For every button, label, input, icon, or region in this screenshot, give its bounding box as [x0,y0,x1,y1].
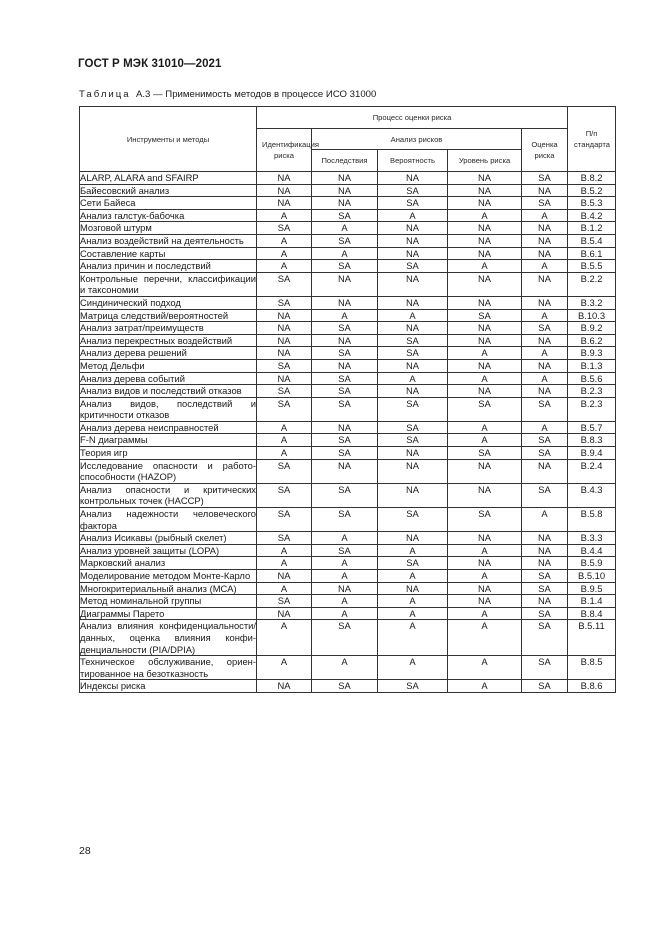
evaluation-value: SA [522,172,568,185]
table-row [80,582,616,595]
consequences-value: A [312,532,378,545]
header-identification: Идентификация риска [257,129,312,172]
clause-ref: B.9.3 [568,347,616,360]
probability-value: NA [378,234,448,247]
method-name: Анализ дерева решений [80,347,257,360]
table-row [80,544,616,557]
table-row [80,397,616,421]
probability-value: NA [378,385,448,398]
probability-value: A [378,570,448,583]
risk-level-value: NA [448,595,522,608]
table-row [80,172,616,185]
consequences-value: NA [312,359,378,372]
evaluation-value: SA [522,447,568,460]
identification-value: NA [257,607,312,620]
probability-value: A [378,309,448,322]
evaluation-value: SA [522,607,568,620]
risk-level-value: NA [448,172,522,185]
page-number: 28 [79,845,91,857]
method-name: Составление карты [80,247,257,260]
consequences-value: NA [312,197,378,210]
probability-value: NA [378,459,448,483]
table-row [80,334,616,347]
method-name: Анализ уровней защиты (LOPA) [80,544,257,557]
method-name: Анализ надежности человеческого фактора [80,508,256,531]
evaluation-value: SA [522,680,568,693]
probability-value: NA [378,483,448,507]
identification-value: NA [257,570,312,583]
header-risk-analysis: Анализ рисков [312,129,522,150]
table-row [80,222,616,235]
risk-level-value: NA [448,272,522,296]
consequences-value: SA [312,680,378,693]
evaluation-value: NA [522,234,568,247]
risk-level-value: SA [448,447,522,460]
identification-value: SA [257,397,312,421]
consequences-value: A [312,607,378,620]
clause-ref: B.5.7 [568,421,616,434]
caption-text: А.3 — Применимость методов в процессе ИСО 31000 [135,89,377,100]
consequences-value: A [312,247,378,260]
evaluation-value: NA [522,184,568,197]
risk-level-value: NA [448,557,522,570]
method-name: Анализ влияния конфиденциальности/данных, оценка влияния конфиденциальности (PIA/DPIA) [80,620,256,655]
probability-value: SA [378,397,448,421]
identification-value: SA [257,483,312,507]
consequences-value: NA [312,582,378,595]
probability-value: SA [378,184,448,197]
probability-value: NA [378,447,448,460]
method-name: Анализ Исикавы (рыбный скелет) [80,532,257,545]
evaluation-value: NA [522,334,568,347]
identification-value: NA [257,184,312,197]
risk-level-value: A [448,372,522,385]
table-row [80,385,616,398]
clause-ref: B.4.3 [568,483,616,507]
method-name: F-N диаграммы [80,434,257,447]
table-body [80,172,616,693]
risk-level-value: NA [448,359,522,372]
evaluation-value: SA [522,483,568,507]
table-row [80,459,616,483]
identification-value: SA [257,359,312,372]
table-row [80,184,616,197]
clause-ref: B.9.5 [568,582,616,595]
clause-ref: B.9.2 [568,322,616,335]
risk-level-value: A [448,680,522,693]
identification-value: SA [257,532,312,545]
identification-value: A [257,421,312,434]
risk-level-value: A [448,347,522,360]
probability-value: SA [378,421,448,434]
consequences-value: SA [312,508,378,532]
header-risk-assessment-process: Процесс оценки риска [257,107,568,129]
consequences-value: SA [312,483,378,507]
consequences-value: SA [312,434,378,447]
method-name: Матрица следствий/вероятностей [80,309,257,322]
header-consequences: Последствия [312,150,378,172]
clause-ref: B.5.3 [568,197,616,210]
consequences-value: SA [312,209,378,222]
risk-level-value: NA [448,334,522,347]
clause-ref: B.8.2 [568,172,616,185]
method-name: Анализ перекрестных воздействий [80,334,257,347]
probability-value: A [378,544,448,557]
identification-value: SA [257,222,312,235]
method-name: Байесовский анализ [80,184,257,197]
table-row [80,607,616,620]
risk-level-value: NA [448,234,522,247]
identification-value: SA [257,296,312,309]
table-row [80,234,616,247]
identification-value: A [257,247,312,260]
consequences-value: NA [312,334,378,347]
method-name: Анализ опасности и критических контрольных точек (HACCP) [80,483,256,507]
consequences-value: A [312,309,378,322]
clause-ref: B.10.3 [568,309,616,322]
identification-value: NA [257,322,312,335]
evaluation-value: SA [522,197,568,210]
evaluation-value: SA [522,656,568,680]
identification-value: A [257,656,312,680]
clause-ref: B.2.4 [568,459,616,483]
evaluation-value: SA [522,620,568,656]
table-row [80,296,616,309]
risk-level-value: A [448,421,522,434]
clause-ref: B.3.3 [568,532,616,545]
consequences-value: SA [312,234,378,247]
table-row [80,508,616,532]
risk-level-value: NA [448,296,522,309]
probability-value: SA [378,197,448,210]
evaluation-value: NA [522,296,568,309]
identification-value: NA [257,197,312,210]
clause-ref: B.5.4 [568,234,616,247]
identification-value: A [257,544,312,557]
consequences-value: SA [312,385,378,398]
method-name: Синдинический подход [80,296,257,309]
probability-value: NA [378,582,448,595]
clause-ref: B.6.1 [568,247,616,260]
consequences-value: A [312,656,378,680]
method-name: Метод Дельфи [80,359,257,372]
probability-value: NA [378,322,448,335]
risk-level-value: NA [448,483,522,507]
evaluation-value: A [522,309,568,322]
probability-value: SA [378,680,448,693]
evaluation-value: NA [522,222,568,235]
identification-value: NA [257,680,312,693]
clause-ref: B.8.5 [568,656,616,680]
risk-level-value: A [448,607,522,620]
method-name: Метод номинальной группы [80,595,257,608]
identification-value: SA [257,272,312,296]
table-row [80,595,616,608]
evaluation-value: NA [522,359,568,372]
risk-level-value: NA [448,247,522,260]
method-name: Сети Байеса [80,197,257,210]
clause-ref: B.8.4 [568,607,616,620]
table-row [80,483,616,507]
table-row [80,347,616,360]
risk-level-value: A [448,570,522,583]
clause-ref: B.6.2 [568,334,616,347]
clause-ref: B.8.6 [568,680,616,693]
consequences-value: NA [312,184,378,197]
risk-level-value: A [448,434,522,447]
evaluation-value: NA [522,532,568,545]
evaluation-value: NA [522,459,568,483]
table-row [80,656,616,680]
method-name: Анализ галстук-бабочка [80,209,257,222]
header-probability: Вероятность [378,150,448,172]
probability-value: NA [378,222,448,235]
method-name: Техническое обслуживание, ориентированное на безотказность [80,656,256,679]
probability-value: A [378,372,448,385]
consequences-value: SA [312,260,378,273]
evaluation-value: A [522,260,568,273]
identification-value: A [257,582,312,595]
consequences-value: A [312,595,378,608]
identification-value: SA [257,508,312,532]
probability-value: SA [378,434,448,447]
consequences-value: NA [312,421,378,434]
consequences-value: NA [312,296,378,309]
table-row [80,197,616,210]
identification-value: NA [257,372,312,385]
consequences-value: SA [312,544,378,557]
header-clause: П/п стандарта [568,107,616,172]
identification-value: A [257,260,312,273]
risk-level-value: SA [448,508,522,532]
risk-level-value: A [448,544,522,557]
probability-value: NA [378,359,448,372]
method-name: Анализ воздействий на деятельность [80,234,257,247]
probability-value: SA [378,508,448,532]
table-row [80,532,616,545]
table-row [80,680,616,693]
evaluation-value: SA [522,397,568,421]
table-row [80,421,616,434]
consequences-value: SA [312,322,378,335]
evaluation-value: A [522,347,568,360]
method-name: Многокритериальный анализ (MCA) [80,582,257,595]
table-row [80,209,616,222]
risk-level-value: A [448,620,522,656]
risk-level-value: SA [448,397,522,421]
evaluation-value: NA [522,385,568,398]
probability-value: A [378,595,448,608]
table-caption [79,89,376,100]
table-row [80,434,616,447]
probability-value: SA [378,334,448,347]
identification-value: SA [257,459,312,483]
identification-value: NA [257,334,312,347]
consequences-value: NA [312,272,378,296]
method-name: Анализ причин и последствий [80,260,257,273]
header-evaluation: Оценка риска [522,129,568,172]
probability-value: NA [378,247,448,260]
header-risk-level: Уровень риска [448,150,522,172]
consequences-value: SA [312,620,378,656]
evaluation-value: A [522,508,568,532]
clause-ref: B.5.9 [568,557,616,570]
evaluation-value: NA [522,595,568,608]
probability-value: NA [378,272,448,296]
caption-prefix: Таблица [79,89,131,100]
probability-value: SA [378,260,448,273]
evaluation-value: NA [522,557,568,570]
evaluation-value: SA [522,582,568,595]
method-name: Анализ видов, последствий и критичности отказов [80,397,256,421]
table-row [80,359,616,372]
identification-value: A [257,434,312,447]
risk-level-value: NA [448,459,522,483]
identification-value: NA [257,309,312,322]
consequences-value: NA [312,459,378,483]
evaluation-value: NA [522,544,568,557]
identification-value: NA [257,347,312,360]
clause-ref: B.5.10 [568,570,616,583]
clause-ref: B.1.3 [568,359,616,372]
method-name: Исследование опасности и работоспособности (HAZOP) [80,459,256,483]
method-name: Контрольные перечни, классификации и таксономии [80,272,256,296]
probability-value: NA [378,296,448,309]
clause-ref: B.2.3 [568,385,616,398]
table-row [80,570,616,583]
method-name: Диаграммы Парето [80,607,257,620]
risk-level-value: A [448,260,522,273]
probability-value: NA [378,532,448,545]
clause-ref: B.5.6 [568,372,616,385]
method-name: ALARP, ALARA and SFAIRP [80,172,257,185]
header-tools-methods: Инструменты и методы [80,107,257,172]
risk-level-value: NA [448,582,522,595]
method-name: Моделирование методом Монте-Карло [80,570,257,583]
risk-level-value: SA [448,309,522,322]
method-name: Анализ дерева событий [80,372,257,385]
risk-level-value: NA [448,222,522,235]
table-row [80,247,616,260]
clause-ref: B.5.5 [568,260,616,273]
consequences-value: A [312,570,378,583]
evaluation-value: A [522,372,568,385]
clause-ref: B.8.3 [568,434,616,447]
clause-ref: B.5.11 [568,620,616,656]
clause-ref: B.1.4 [568,595,616,608]
probability-value: NA [378,172,448,185]
risk-level-value: A [448,656,522,680]
probability-value: A [378,620,448,656]
clause-ref: B.4.2 [568,209,616,222]
consequences-value: SA [312,372,378,385]
identification-value: SA [257,385,312,398]
identification-value: A [257,209,312,222]
probability-value: SA [378,557,448,570]
methods-applicability-table [79,106,616,693]
identification-value: A [257,234,312,247]
consequences-value: NA [312,172,378,185]
risk-level-value: A [448,209,522,222]
clause-ref: B.2.2 [568,272,616,296]
method-name: Анализ видов и последствий отказов [80,385,257,398]
evaluation-value: A [522,421,568,434]
table-row [80,309,616,322]
probability-value: A [378,656,448,680]
identification-value: SA [257,595,312,608]
consequences-value: A [312,557,378,570]
risk-level-value: NA [448,197,522,210]
probability-value: SA [378,347,448,360]
identification-value: A [257,557,312,570]
evaluation-value: NA [522,272,568,296]
evaluation-value: SA [522,434,568,447]
evaluation-value: SA [522,570,568,583]
identification-value: A [257,447,312,460]
clause-ref: B.4.4 [568,544,616,557]
evaluation-value: A [522,209,568,222]
clause-ref: B.5.8 [568,508,616,532]
risk-level-value: NA [448,385,522,398]
identification-value: A [257,620,312,656]
method-name: Анализ затрат/преимуществ [80,322,257,335]
evaluation-value: SA [522,322,568,335]
clause-ref: B.9.4 [568,447,616,460]
table-row [80,322,616,335]
clause-ref: B.5.2 [568,184,616,197]
table-row [80,620,616,656]
clause-ref: B.1.2 [568,222,616,235]
consequences-value: A [312,222,378,235]
table-row [80,447,616,460]
clause-ref: B.3.2 [568,296,616,309]
probability-value: A [378,607,448,620]
probability-value: A [378,209,448,222]
table-row [80,557,616,570]
table-row [80,372,616,385]
consequences-value: SA [312,347,378,360]
risk-level-value: NA [448,184,522,197]
consequences-value: SA [312,447,378,460]
method-name: Марковский анализ [80,557,257,570]
clause-ref: B.2.3 [568,397,616,421]
method-name: Теория игр [80,447,257,460]
document-header: ГОСТ Р МЭК 31010—2021 [78,58,222,70]
risk-level-value: NA [448,322,522,335]
identification-value: NA [257,172,312,185]
table-row [80,272,616,296]
risk-level-value: NA [448,532,522,545]
method-name: Мозговой штурм [80,222,257,235]
method-name: Индексы риска [80,680,257,693]
consequences-value: SA [312,397,378,421]
method-name: Анализ дерева неисправностей [80,421,257,434]
evaluation-value: NA [522,247,568,260]
table-row [80,260,616,273]
